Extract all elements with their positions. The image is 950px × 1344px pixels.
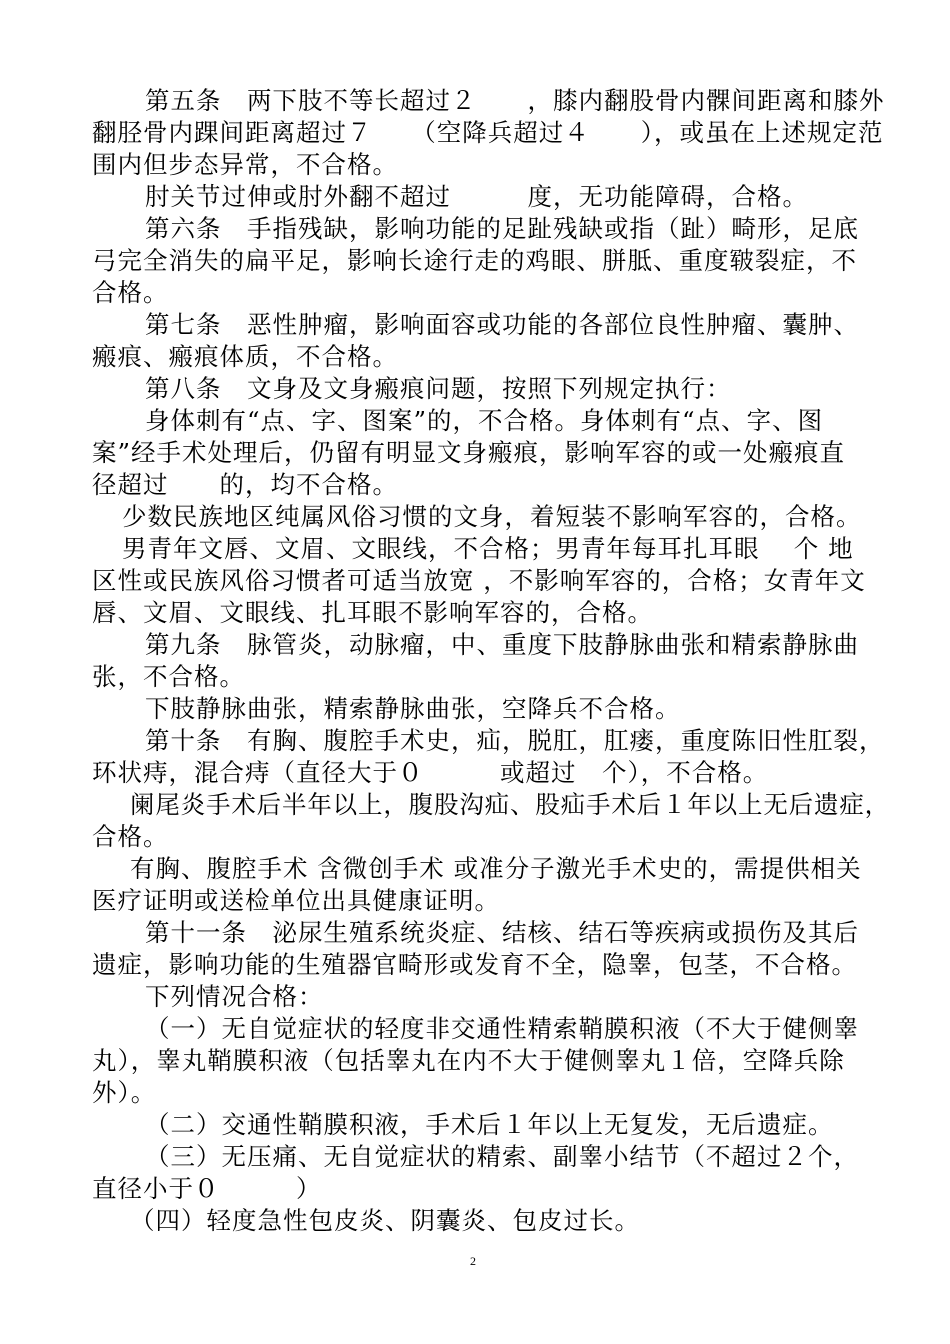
text-line: 合格。 — [92, 278, 169, 307]
text-line: 瘢痕、瘢痕体质，不合格。 — [92, 342, 398, 371]
text-line: 第七条 恶性肿瘤，影响面容或功能的各部位良性肿瘤、囊肿、 — [145, 310, 859, 339]
text-line: 区性或民族风俗习惯者可适当放宽 ，不影响军容的，合格；女青年文 — [92, 566, 866, 595]
text-line: 肘关节过伸或肘外翻不超过 度，无功能障碍，合格。 — [145, 182, 808, 211]
text-line: 第六条 手指残缺，影响功能的足趾残缺或指（趾）畸形，足底 — [145, 214, 859, 243]
text-line: 少数民族地区纯属风俗习惯的文身，着短装不影响军容的，合格。 — [122, 502, 862, 531]
text-line: 第八条 文身及文身瘢痕问题，按照下列规定执行： — [145, 374, 732, 403]
page-number: 2 — [470, 1254, 476, 1268]
text-line: （三）无压痛、无自觉症状的精索、副睾小结节（不超过２个， — [145, 1142, 859, 1171]
text-line: 围内但步态异常，不合格。 — [92, 150, 398, 179]
text-line: 下列情况合格： — [145, 982, 324, 1011]
text-line: 第十条 有胸、腹腔手术史，疝，脱肛，肛瘘，重度陈旧性肛裂， — [145, 726, 885, 755]
text-line: 第十一条 泌尿生殖系统炎症、结核、结石等疾病或损伤及其后 — [145, 918, 859, 947]
text-line: 环状痔，混合痔（直径大于０ 或超过 个），不合格。 — [92, 758, 769, 787]
text-line: 丸），睾丸鞘膜积液（包括睾丸在内不大于健侧睾丸１倍，空降兵除 — [92, 1046, 845, 1075]
text-line: 第五条 两下肢不等长超过２ ，膝内翻股骨内髁间距离和膝外 — [145, 86, 885, 115]
text-line: 外）。 — [92, 1078, 157, 1107]
text-line: 阑尾炎手术后半年以上，腹股沟疝、股疝手术后１年以上无后遗症， — [130, 790, 890, 819]
text-line: 唇、文眉、文眼线、扎耳眼不影响军容的，合格。 — [92, 598, 653, 627]
text-line: 遗症，影响功能的生殖器官畸形或发育不全，隐睾，包茎，不合格。 — [92, 950, 857, 979]
text-line: 翻胫骨内踝间距离超过７ （空降兵超过４ ），或虽在上述规定范 — [92, 118, 884, 147]
text-line: 下肢静脉曲张，精索静脉曲张，空降兵不合格。 — [145, 694, 681, 723]
text-line: 第九条 脉管炎，动脉瘤，中、重度下肢静脉曲张和精索静脉曲 — [145, 630, 859, 659]
text-line: 案”经手术处理后，仍留有明显文身瘢痕，影响军容的或一处瘢痕直 — [92, 438, 846, 467]
text-line: 身体刺有“点、字、图案”的，不合格。身体刺有“点、字、图 — [145, 406, 824, 435]
text-line: （二）交通性鞘膜积液，手术后１年以上无复发，无后遗症。 — [145, 1110, 834, 1139]
text-line: 医疗证明或送检单位出具健康证明。 — [92, 886, 500, 915]
text-line: 有胸、腹腔手术 含微创手术 或准分子激光手术史的，需提供相关 — [130, 854, 862, 883]
text-line: 张，不合格。 — [92, 662, 245, 691]
text-line: 径超过 的，均不合格。 — [92, 470, 398, 499]
text-line: 男青年文唇、文眉、文眼线，不合格；男青年每耳扎耳眼 个 地 — [122, 534, 854, 563]
text-line: 合格。 — [92, 822, 169, 851]
text-line: （四）轻度急性包皮炎、阴囊炎、包皮过长。 — [130, 1206, 640, 1235]
text-line: （一）无自觉症状的轻度非交通性精索鞘膜积液（不大于健侧睾 — [145, 1014, 859, 1043]
text-line: 弓完全消失的扁平足，影响长途行走的鸡眼、胼胝、重度皲裂症，不 — [92, 246, 857, 275]
text-line: 直径小于０ ） — [92, 1174, 322, 1203]
